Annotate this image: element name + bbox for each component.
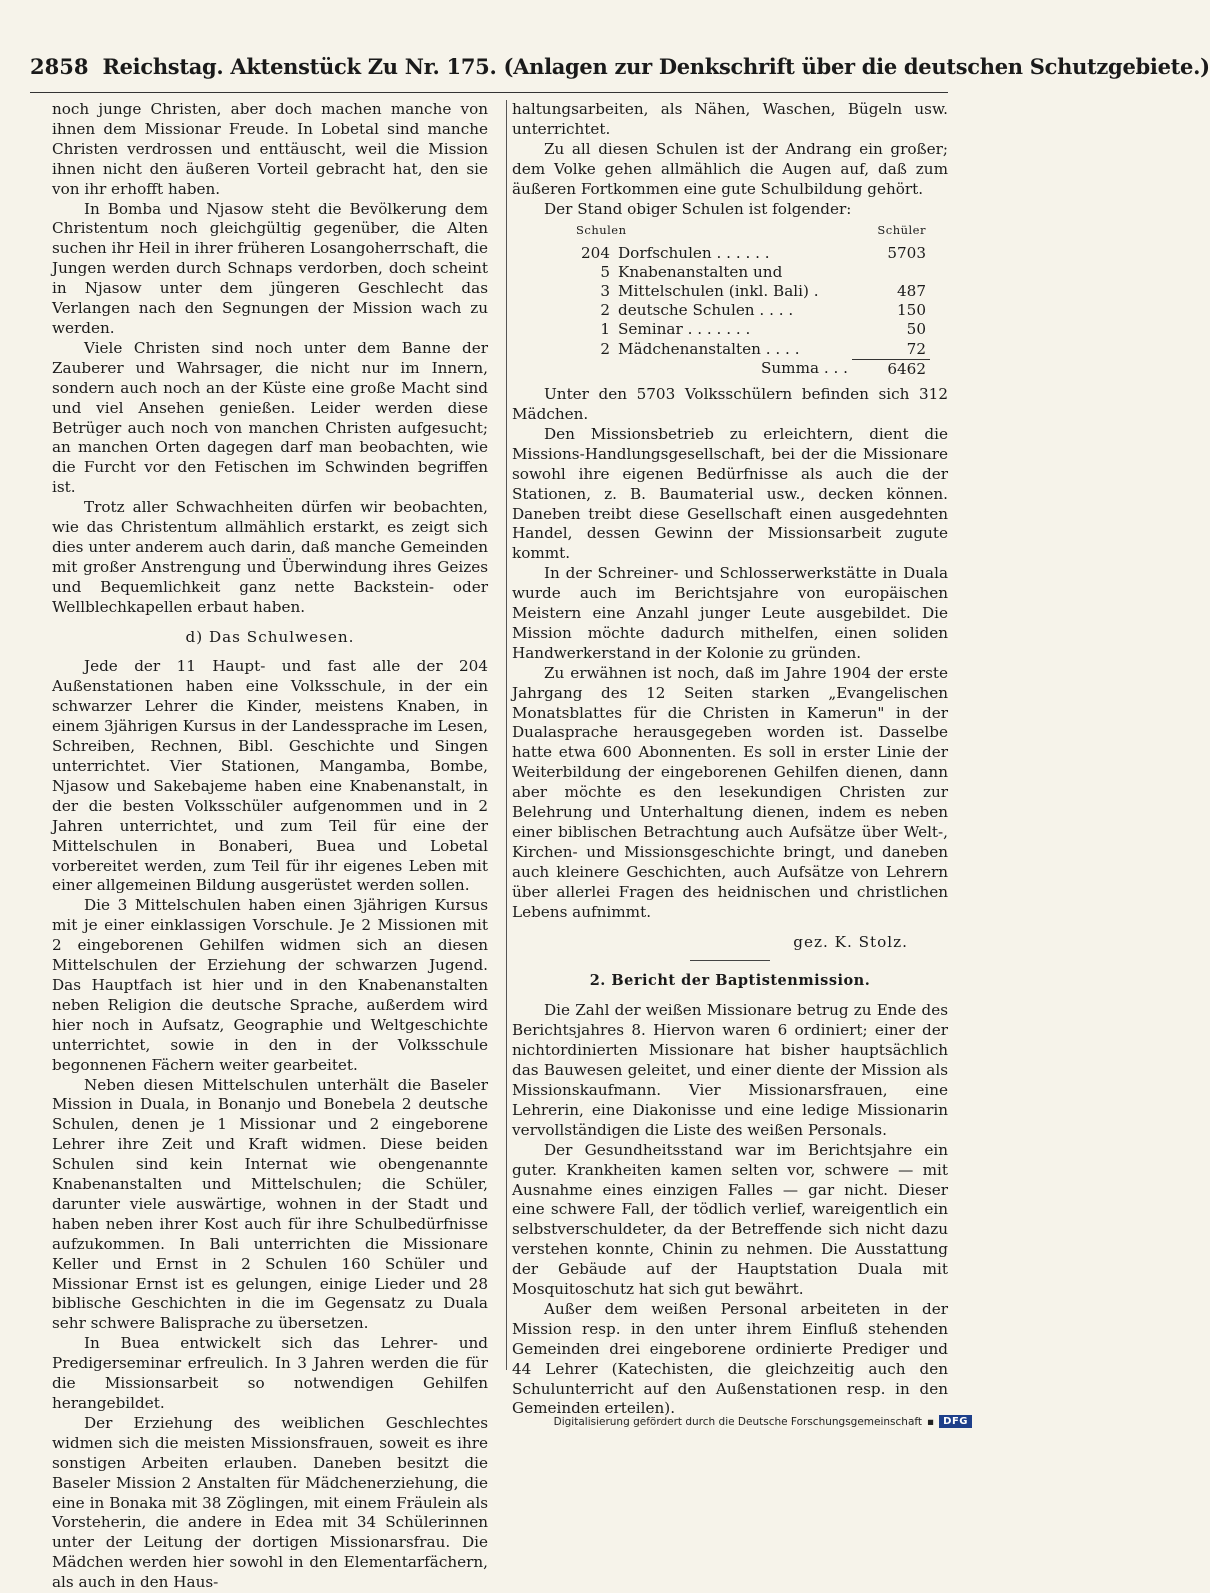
signature: gez. K. Stolz.	[793, 932, 908, 951]
paragraph: Jede der 11 Haupt- und fast alle der 204 Außenstationen haben eine Volksschule, in der ein schwarzer Lehrer die Kinder, meistens Knaben, in einem 3jährigen Kursus in der Landessprache im Lesen, Schreiben, Rechnen, Bibl. Geschichte und Singen unterrichtet. Vier Stationen, Mangamba, Bombe, Njasow und Sakebajeme haben eine Knabenanstalt, in der die besten Volksschüler aufgenommen und in 2 Jahren unterrichtet, und zum Teil für eine der Mittelschulen in Bonaberi, Buea und Lobetal vorbereitet werden, zum Teil für ihr eigenes Leben mit einer allgemeinen Bildung ausgerüstet werden sollen.	[52, 657, 488, 895]
header-rule	[30, 92, 948, 93]
paragraph: Unter den 5703 Volksschülern befinden sich 312 Mädchen.	[512, 385, 948, 423]
section-heading-schulwesen: d) Das Schulwesen.	[185, 627, 355, 646]
school-type: Seminar . . . . . . .	[618, 320, 751, 339]
paragraph: Viele Christen sind noch unter dem Banne der Zauberer und Wahrsager, die nicht nur im Innern, sondern auch noch an der Küste eine große Macht sind und viel Ansehen genießen. Leider werden diese Betrüger auch noch von manchen Christen aufgesucht; an manchen Orten dagegen darf man beobachten, wie die Furcht vor den Fetischen im Schwinden begriffen ist.	[52, 338, 488, 497]
table-row	[572, 282, 930, 301]
page-title: Reichstag. Aktenstück Zu Nr. 175. (Anlagen zur Denkschrift über die deutschen Schutzgebiete.)	[102, 54, 1210, 79]
section-divider	[690, 960, 770, 961]
school-count: 204	[581, 243, 610, 262]
school-count: 1	[600, 320, 610, 339]
table-sum-row	[572, 359, 930, 379]
paragraph: Außer dem weißen Personal arbeiteten in der Mission resp. in den unter ihrem Einfluß stehenden Gemeinden drei eingeborene ordinierte Prediger und 44 Lehrer (Katechisten, die gleichzeitig auch den Schulunterricht auf den Außenstationen resp. in den Gemeinden erteilen).	[512, 1299, 948, 1418]
school-statistics-table	[572, 221, 930, 379]
school-type: Dorfschulen . . . . . .	[618, 243, 770, 262]
pupil-count	[852, 263, 930, 282]
paragraph: Den Missionsbetrieb zu erleichtern, dient die Missions-Handlungsgesellschaft, bei der die Missionare sowohl ihre eigenen Bedürfnisse als auch die der Stationen, z. B. Baumaterial usw., decken können. Daneben treibt diese Gesellschaft einen ausgedehnten Handel, dessen Gewinn der Missionsarbeit zugute kommt.	[512, 424, 948, 563]
paragraph: Der Stand obiger Schulen ist folgender:	[544, 199, 852, 218]
paragraph: Die 3 Mittelschulen haben einen 3jährigen Kursus mit je einer einklassigen Vorschule. Je 2 Missionen mit 2 eingeborenen Gehilfen widmen sich an diesen Mittelschulen der Erziehung der schwarzen Jugend. Das Hauptfach ist hier und in den Knabenanstalten neben Religion die deutsche Sprache, außerdem wird hier noch in Aufsatz, Geographie und Weltgeschichte unterrichtet, sowie in den in der Volksschule begonnenen Fächern weiter gearbeitet.	[52, 896, 488, 1074]
footer-credit	[554, 1415, 972, 1428]
paragraph: Der Erziehung des weiblichen Geschlechtes widmen sich die meisten Missionsfrauen, soweit es ihre sonstigen Arbeiten erlauben. Daneben besitzt die Baseler Mission 2 Anstalten für Mädchenerziehung, die eine in Bonaka mit 38 Zöglingen, mit einem Fräulein als Vorsteherin, die andere in Edea mit 34 Schülerinnen unter der Leitung der dortigen Missionarsfrau. Die Mädchen werden hier sowohl in den Elementarfächern, als auch in den Haus-	[52, 1413, 488, 1592]
sum-label: Summa . . .	[760, 359, 848, 378]
pupil-count: 487	[897, 282, 926, 301]
paragraph: Zu erwähnen ist noch, daß im Jahre 1904 der erste Jahrgang des 12 Seiten starken „Evangelischen Monatsblattes für die Christen in Kamerun" in der Dualasprache herausgegeben worden ist. Dasselbe hatte etwa 600 Abonnenten. Es soll in erster Linie der Weiterbildung der eingeborenen Gehilfen dienen, dann aber möchte es den lesekundigen Christen zur Belehrung und Unterhaltung dienen, indem es neben einer biblischen Betrachtung auch Aufsätze über Welt-, Kirchen- und Missionsgeschichte bringt, und daneben auch kleinere Geschichten, auch Aufsätze von Lehrern über allerlei Fragen des heidnischen und christlichen Lebens aufnimmt.	[512, 663, 948, 921]
table-header-schools: Schulen	[576, 223, 627, 238]
paragraph: Trotz aller Schwachheiten dürfen wir beobachten, wie das Christentum allmählich erstarkt, es zeigt sich dies unter anderem auch darin, daß manche Gemeinden mit großer Anstrengung und Überwindung ihres Geizes und Bequemlichkeit ganz nette Backstein- oder Wellblechkapellen erbaut haben.	[52, 498, 488, 616]
paragraph: In der Schreiner- und Schlosserwerkstätte in Duala wurde auch im Berichtsjahre von europäischen Meistern eine Anzahl junger Leute ausgebildet. Die Mission möchte dadurch mithelfen, einen soliden Handwerkerstand in der Kolonie zu gründen.	[512, 564, 948, 662]
paragraph: haltungsarbeiten, als Nähen, Waschen, Bügeln usw. unterrichtet.	[512, 100, 948, 138]
page-header	[30, 54, 1210, 90]
school-type: Mädchenanstalten . . . .	[618, 339, 800, 358]
table-row	[572, 263, 930, 282]
paragraph: In Bomba und Njasow steht die Bevölkerung dem Christentum noch gleichgültig gegenüber, die Alten suchen ihr Heil in ihrer früheren Losangoherrschaft, die Jungen werden durch Schnaps verdorben, doch scheint in Njasow unter dem jüngeren Geschlecht das Verlangen nach den Segnungen der Mission wach zu werden.	[52, 199, 488, 337]
paragraph: Die Zahl der weißen Missionare betrug zu Ende des Berichtsjahres 8. Hiervon waren 6 ordiniert; einer der nichtordinierten Missionare hat bisher hauptsächlich das Bauwesen geleitet, und einer diente der Mission als Missionskaufmann. Vier Missionarsfrauen, eine Lehrerin, eine Diakonisse und eine ledige Missionarin vervollständigen die Liste des weißen Personals.	[512, 1001, 948, 1139]
table-row	[572, 244, 930, 263]
footer-text: Digitalisierung gefördert durch die Deutsche Forschungsgemeinschaft	[553, 1415, 923, 1428]
right-column	[512, 100, 948, 1419]
table-header-pupils: Schüler	[877, 223, 926, 238]
school-type: deutsche Schulen . . . .	[618, 301, 794, 320]
pupil-count: 50	[906, 320, 926, 339]
paragraph: Neben diesen Mittelschulen unterhält die Baseler Mission in Duala, in Bonanjo und Bonebela 2 deutsche Schulen, denen je 1 Missionar und 2 eingeborene Lehrer ihre Zeit und Kraft widmen. Diese beiden Schulen sind kein Internat wie obengenannte Knabenanstalten und Mittelschulen; die Schüler, darunter viele auswärtige, wohnen in der Stadt und haben neben ihrer Kost auch für ihre Schulbedürfnisse aufzukommen. In Bali unterrichten die Missionare Keller und Ernst in 2 Schulen 160 Schüler und Missionar Ernst ist es gelungen, einige Lieder und 28 biblische Geschichten in die im Gegensatz zu Duala sehr schwere Balisprache zu übersetzen.	[52, 1075, 488, 1333]
school-count: 2	[600, 301, 610, 320]
school-count: 5	[600, 262, 610, 281]
page-number: 2858	[30, 54, 89, 79]
school-type: Mittelschulen (inkl. Bali) .	[618, 282, 819, 301]
dfg-logo: ▪	[927, 1415, 935, 1428]
paragraph: In Buea entwickelt sich das Lehrer- und Predigerseminar erfreulich. In 3 Jahren werden die für die Missionsarbeit so notwendigen Gehilfen herangebildet.	[52, 1334, 488, 1412]
paragraph: Der Gesundheitsstand war im Berichtsjahre ein guter. Krankheiten kamen selten vor, schwere — mit Ausnahme eines einzigen Falles — gar nicht. Dieser eine schwere Fall, der tödlich verlief, wareigentlich ein selbstverschuldeter, da der Betreffende sich nicht dazu verstehen konnte, Chinin zu nehmen. Die Ausstattung der Gebäude auf der Hauptstation Duala mit Mosquitoschutz hat sich gut bewährt.	[512, 1140, 948, 1299]
pupil-count: 5703	[887, 243, 926, 262]
pupil-count: 72	[906, 339, 926, 358]
school-count: 3	[600, 282, 610, 301]
dfg-logo-mark: DFG	[939, 1415, 972, 1428]
paragraph: Zu all diesen Schulen ist der Andrang ein großer; dem Volke gehen allmählich die Augen auf, daß zum äußeren Fortkommen eine gute Schulbildung gehört.	[512, 139, 948, 198]
table-row	[572, 320, 930, 339]
pupil-count: 150	[897, 301, 926, 320]
school-type: Knabenanstalten und	[618, 262, 783, 281]
column-divider	[506, 100, 507, 1370]
table-row	[572, 301, 930, 320]
table-row	[572, 340, 930, 360]
sum-value: 6462	[852, 359, 930, 379]
left-column	[52, 100, 488, 1593]
paragraph: noch junge Christen, aber doch machen manche von ihnen dem Missionar Freude. In Lobetal sind manche Christen verdrossen und enttäuscht, weil die Mission ihnen nicht den äußeren Vorteil gebracht hat, den sie von ihr erhofft haben.	[52, 100, 488, 198]
section-heading-baptistenmission: 2. Bericht der Baptistenmission.	[589, 972, 871, 990]
school-count: 2	[600, 339, 610, 358]
